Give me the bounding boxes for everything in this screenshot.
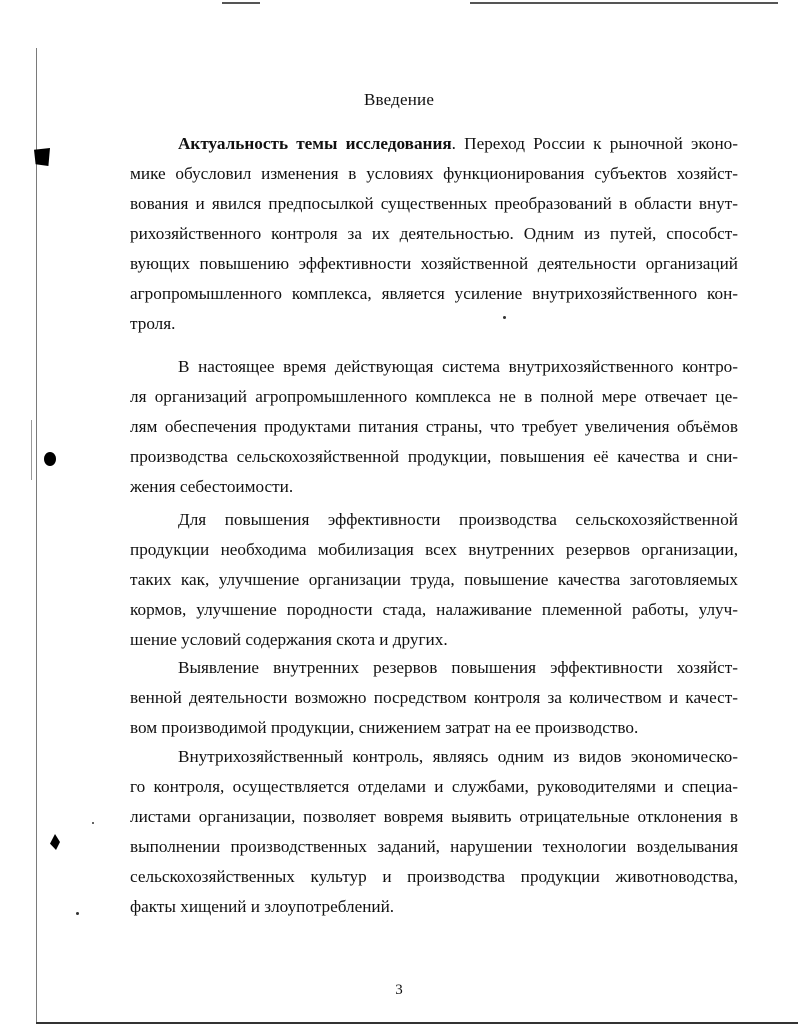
- paragraph-line: жения себестоимости.: [130, 477, 294, 496]
- paragraph-line: факты хищений и злоупотреблений.: [130, 897, 395, 916]
- paragraph-line: производства сельскохозяйственной продукции, повышения её качества и сни-: [130, 447, 738, 466]
- paragraph-line: вования и явился предпосылкой существенных преобразований в области внут-: [130, 194, 738, 213]
- paragraph-line: листами организации, позволяет вовремя выявить отрицательные отклонения в: [130, 807, 738, 826]
- paragraph-current-system: [130, 352, 738, 502]
- paragraph-line: продукции необходима мобилизация всех внутренних резервов организации,: [130, 540, 738, 559]
- paragraph-line: агропромышленного комплекса, является усиление внутрихозяйственного кон-: [130, 284, 738, 303]
- section-heading: Введение: [363, 90, 435, 109]
- bold-lead: Актуальность темы исследования: [178, 134, 452, 153]
- paragraph-internal-control: [130, 742, 738, 922]
- paragraph-line: лям обеспечения продуктами питания страны, что требует увеличения объёмов: [130, 417, 738, 436]
- paragraph-line: венной деятельности возможно посредством контроля за количеством и качест-: [130, 688, 738, 707]
- paragraph-line: сельскохозяйственных культур и производства продукции животноводства,: [130, 867, 738, 886]
- scan-edge-bottom: [36, 1022, 798, 1024]
- paragraph-line: вующих повышению эффективности хозяйственной деятельности организаций: [130, 254, 738, 273]
- scan-top-mark: [222, 2, 260, 4]
- scan-blot: [50, 834, 60, 850]
- scan-edge-mark: [31, 420, 32, 480]
- scan-blot: [34, 148, 50, 166]
- paragraph-line: троля.: [130, 314, 176, 333]
- paragraph-line: го контроля, осуществляется отделами и службами, руководителями и специа-: [130, 777, 738, 796]
- scan-dot: [92, 822, 94, 824]
- paragraph-line: В настоящее время действующая система внутрихозяйственного контро-: [178, 357, 738, 376]
- paragraph-line: вом производимой продукции, снижением затрат на ее производство.: [130, 718, 639, 737]
- paragraph-line: ля организаций агропромышленного комплекса не в полной мере отвечает це-: [130, 387, 738, 406]
- paragraph-line: рихозяйственного контроля за их деятельностью. Одним из путей, способст-: [130, 224, 738, 243]
- paragraph-line: мике обусловил изменения в условиях функционирования субъектов хозяйст-: [130, 164, 738, 183]
- paragraph-reserves: [130, 653, 738, 743]
- scan-dot: [76, 912, 79, 915]
- scan-edge-left: [36, 48, 37, 1023]
- scan-blot: [44, 452, 56, 466]
- paragraph-efficiency: [130, 505, 738, 655]
- paragraph-line: Для повышения эффективности производства сельскохозяйственной: [178, 510, 738, 529]
- paragraph-line: Внутрихозяйственный контроль, являясь одним из видов экономическо-: [178, 747, 738, 766]
- paragraph-line: шение условий содержания скота и других.: [130, 630, 448, 649]
- paragraph-line: Выявление внутренних резервов повышения эффективности хозяйст-: [178, 658, 738, 677]
- paragraph-line: таких как, улучшение организации труда, повышение качества заготовляемых: [130, 570, 738, 589]
- scan-top-mark: [470, 2, 778, 4]
- page-number: 3: [395, 982, 403, 998]
- paragraph-relevance: [130, 129, 738, 339]
- paragraph-line: выполнении производственных заданий, нарушении технологии возделывания: [130, 837, 738, 856]
- paragraph-line: кормов, улучшение породности стада, налаживание племенной работы, улуч-: [130, 600, 738, 619]
- paragraph-line: Актуальность темы исследования. Переход России к рыночной эконо-: [178, 134, 738, 153]
